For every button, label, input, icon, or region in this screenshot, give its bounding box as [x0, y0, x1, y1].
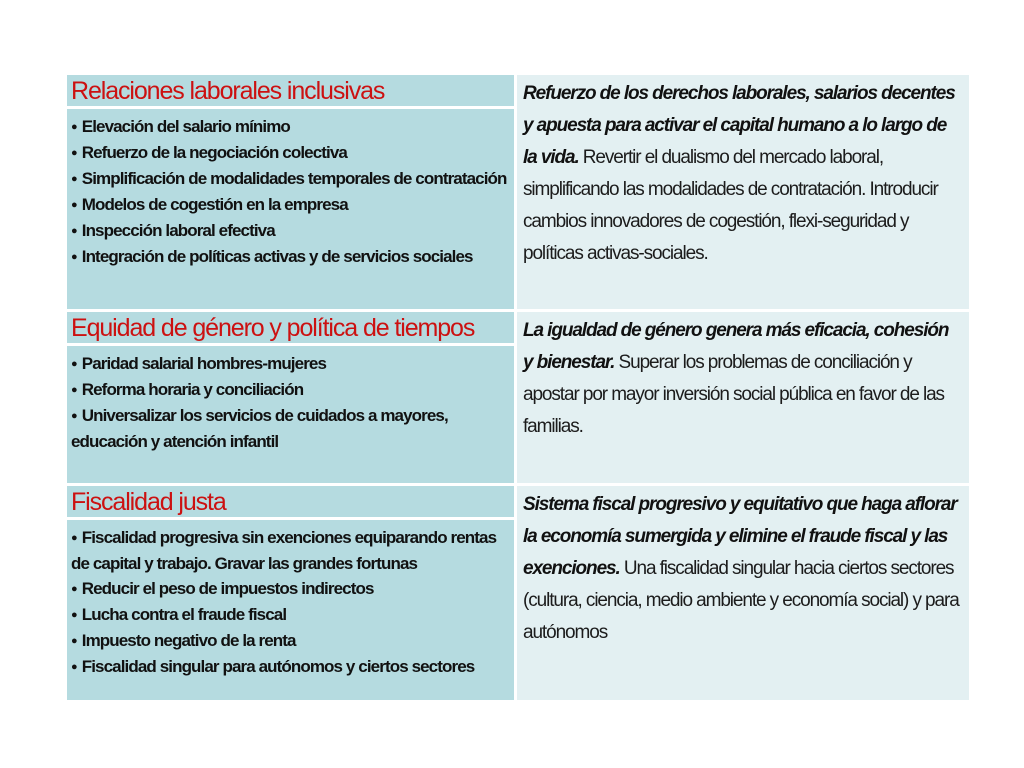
- bullet-item: ● Elevación del salario mínimo: [71, 114, 510, 140]
- section-title: Fiscalidad justa: [67, 486, 514, 520]
- section-text: Revertir el dualismo del mercado laboral, simplificando las modalidades de contratación. Introducir cambios innovadores de cogestión, flexi-seguridad y políticas activas-sociales.: [523, 147, 938, 264]
- bullet-item: ● Paridad salarial hombres-mujeres: [71, 351, 510, 377]
- bullet-item: ● Fiscalidad singular para autónomos y ciertos sectores: [71, 654, 510, 680]
- bullet-item: ● Impuesto negativo de la renta: [71, 628, 510, 654]
- section-bullets: [67, 520, 514, 700]
- bullet-item: ● Refuerzo de la negociación colectiva: [71, 140, 510, 166]
- bullet-item: ● Fiscalidad progresiva sin exenciones equiparando rentas de capital y trabajo. Gravar las grandes fortunas: [71, 525, 510, 576]
- bullet-item: ● Integración de políticas activas y de servicios sociales: [71, 244, 510, 270]
- section-title: Equidad de género y política de tiempos: [67, 312, 514, 346]
- section-bullets: [67, 346, 514, 483]
- section-bullets: [67, 109, 514, 309]
- section-description: [517, 486, 969, 703]
- section-lead: Refuerzo de los derechos laborales, salarios decentes y apuesta para activar el capital humano a lo largo de la vida.: [523, 83, 955, 168]
- section-left-cell: [67, 75, 517, 312]
- bullet-item: ● Reforma horaria y conciliación: [71, 377, 510, 403]
- section-description: [517, 312, 969, 486]
- section-text: Superar los problemas de conciliación y apostar por mayor inversión social pública en favor de las familias.: [523, 352, 944, 437]
- policy-table: [67, 75, 969, 703]
- section-description: [517, 75, 969, 312]
- section-lead: La igualdad de género genera más eficacia, cohesión y bienestar.: [523, 320, 949, 373]
- section-text: Una fiscalidad singular hacia ciertos sectores (cultura, ciencia, medio ambiente y economía social) y para autónomos: [523, 558, 959, 643]
- bullet-item: ● Reducir el peso de impuestos indirectos: [71, 576, 510, 602]
- bullet-item: ● Modelos de cogestión en la empresa: [71, 192, 510, 218]
- bullet-item: ● Lucha contra el fraude fiscal: [71, 602, 510, 628]
- bullet-item: ● Inspección laboral efectiva: [71, 218, 510, 244]
- bullet-item: ● Universalizar los servicios de cuidados a mayores, educación y atención infantil: [71, 403, 510, 454]
- section-title: Relaciones laborales inclusivas: [67, 75, 514, 109]
- section-lead: Sistema fiscal progresivo y equitativo que haga aflorar la economía sumergida y elimine el fraude fiscal y las exenciones.: [523, 494, 957, 579]
- section-left-cell: [67, 486, 517, 703]
- bullet-item: ● Simplificación de modalidades temporales de contratación: [71, 166, 510, 192]
- section-left-cell: [67, 312, 517, 486]
